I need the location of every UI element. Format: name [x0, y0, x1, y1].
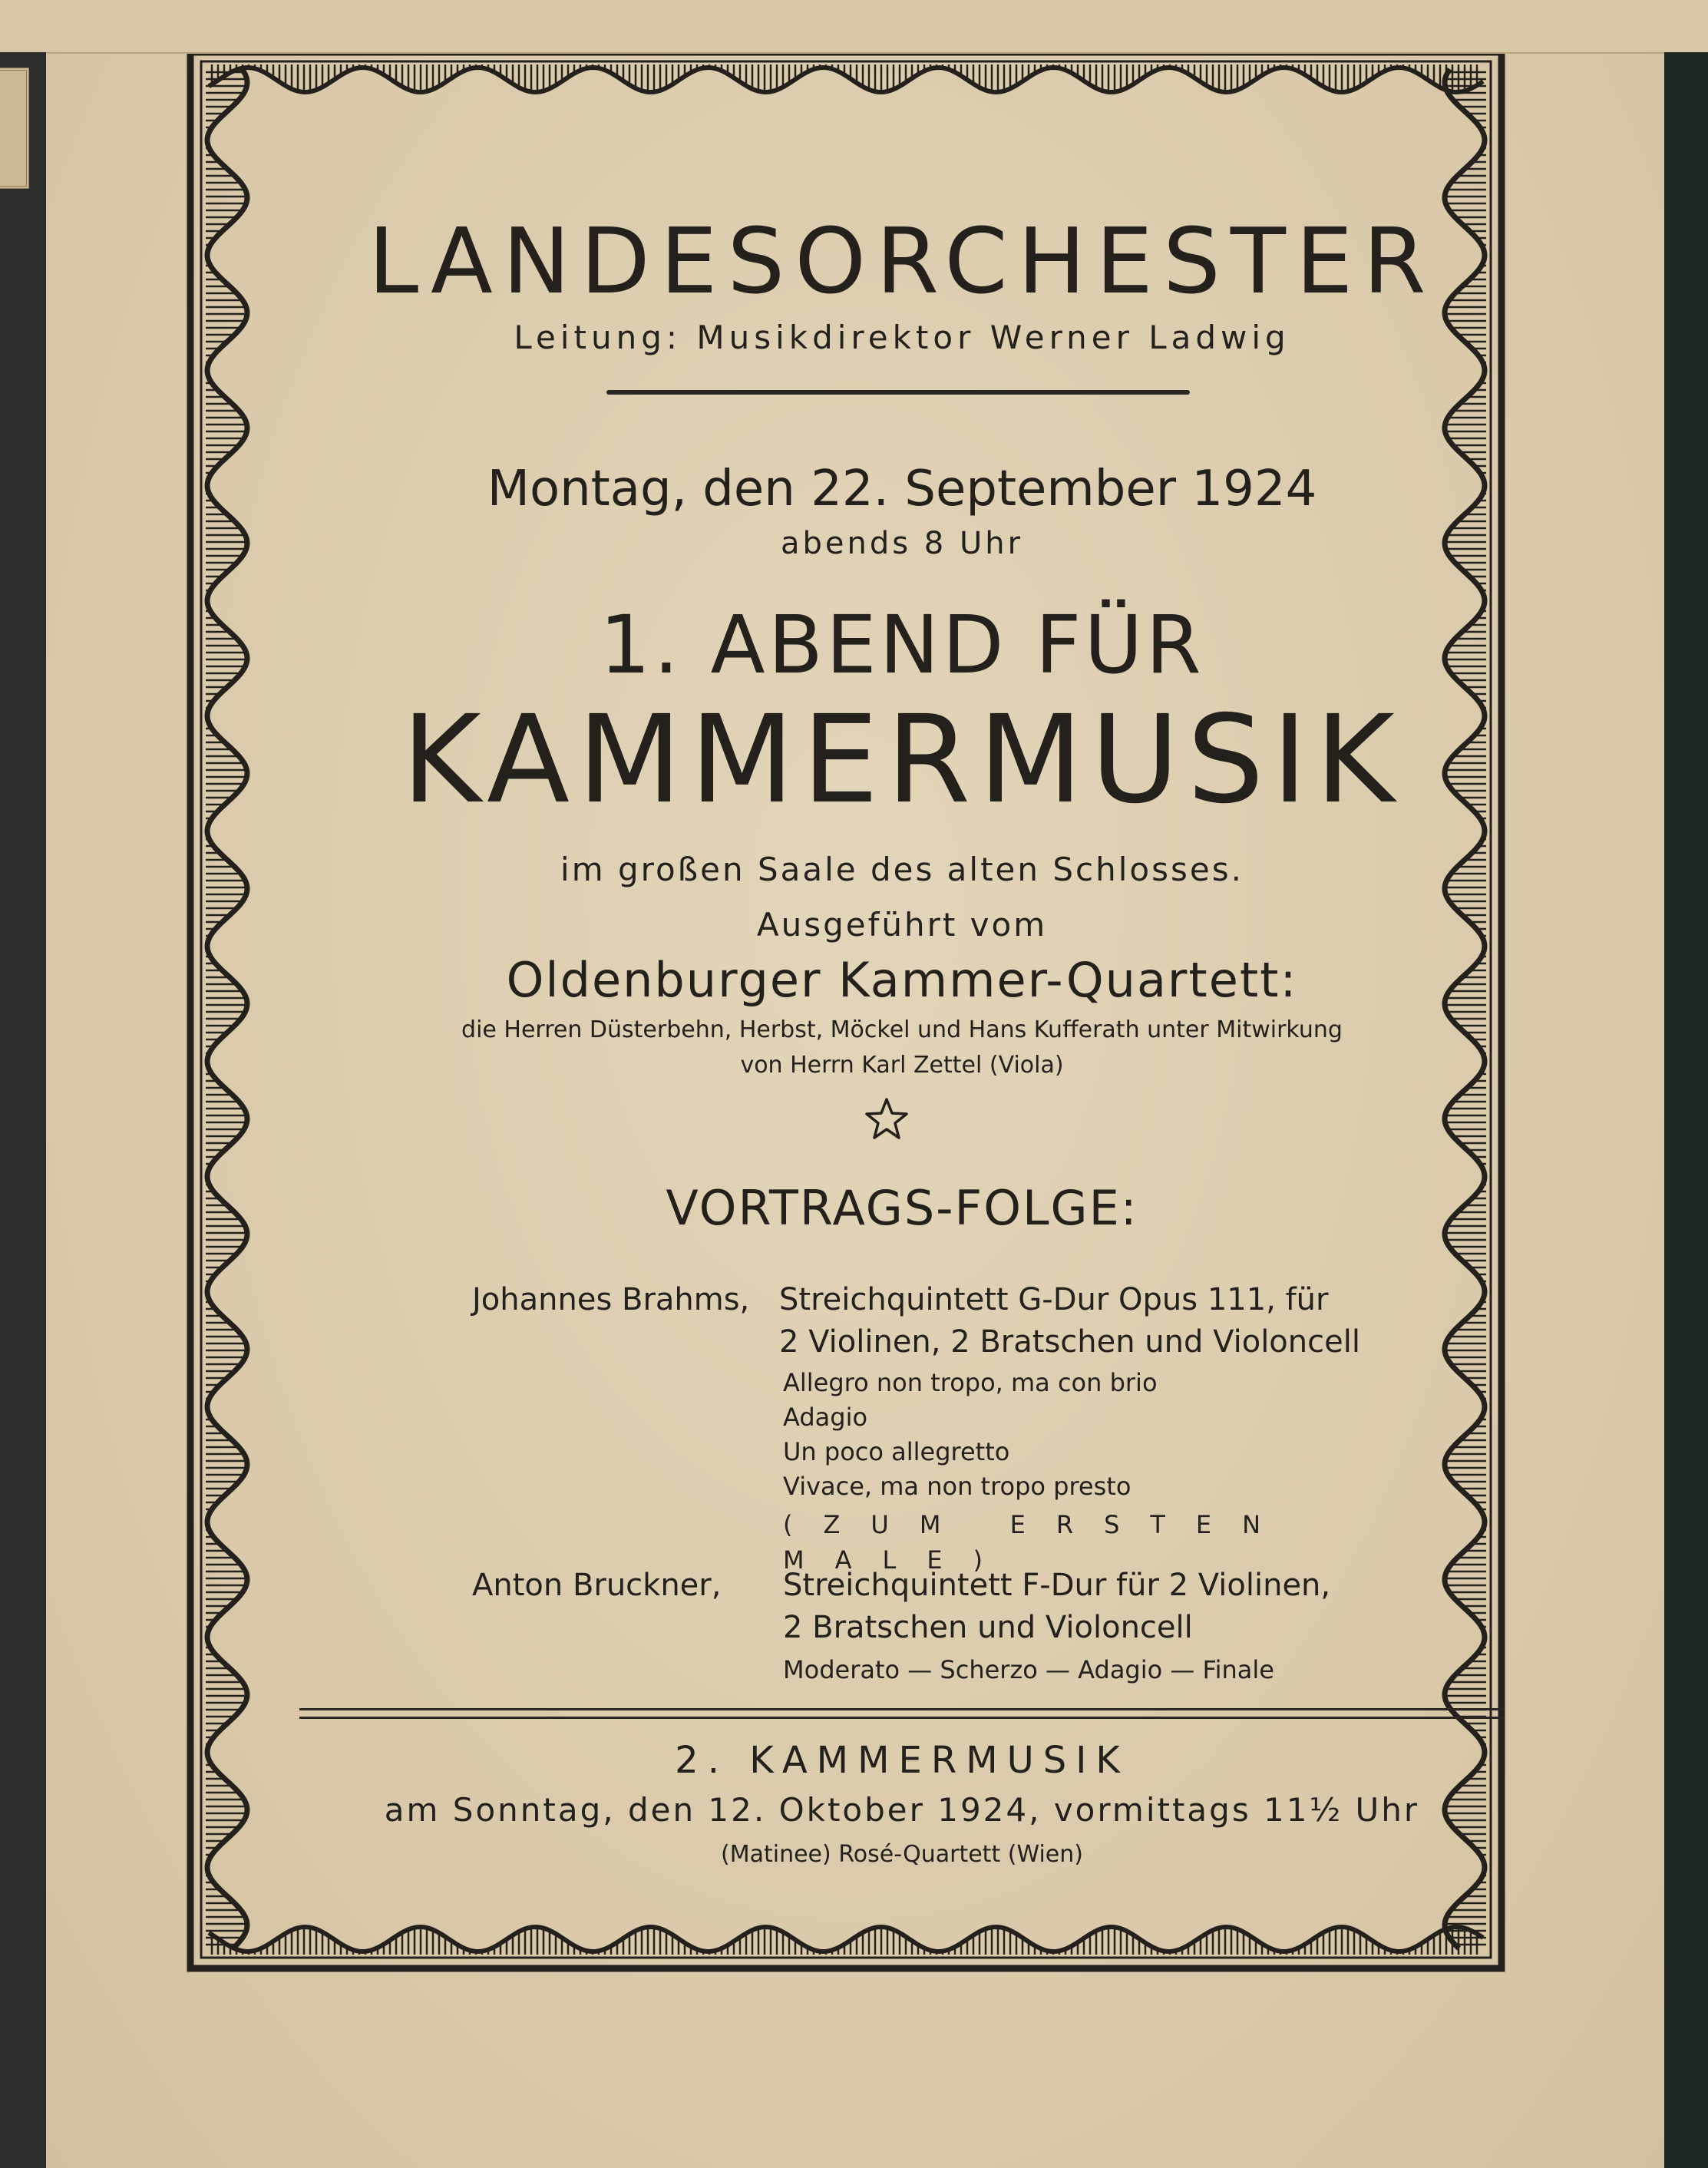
book-binding-left	[0, 52, 46, 2168]
movement-brahms-1: Allegro non tropo, ma con brio	[783, 1368, 1158, 1397]
program-page	[46, 54, 1664, 2168]
book-edge-top	[0, 0, 1708, 55]
ensemble-name: Oldenburger Kammer-Quartett:	[506, 952, 1298, 1008]
book-edge-right	[1664, 52, 1708, 2168]
movement-brahms-3: Un poco allegretto	[783, 1437, 1010, 1466]
title-rule	[606, 390, 1190, 395]
concert-date: Montag, den 22. September 1924	[487, 461, 1317, 517]
work-brahms-line1: Streichquintett G-Dur Opus 111, für	[779, 1282, 1329, 1317]
concert-time: abends 8 Uhr	[780, 526, 1024, 561]
star-icon	[864, 1096, 910, 1142]
members-line2: von Herrn Karl Zettel (Viola)	[740, 1052, 1064, 1079]
leadership-line: Leitung: Musikdirektor Werner Ladwig	[514, 319, 1290, 356]
work-brahms-line2: 2 Violinen, 2 Bratschen und Violoncell	[779, 1324, 1360, 1360]
program-heading: VORTRAGS-FOLGE:	[666, 1180, 1138, 1236]
performed-by-intro: Ausgeführt vom	[756, 906, 1048, 944]
venue-line: im großen Saale des alten Schlosses.	[560, 851, 1244, 888]
binding-tab	[0, 68, 29, 189]
work-bruckner-line2: 2 Bratschen und Violoncell	[783, 1610, 1193, 1645]
movement-brahms-2: Adagio	[783, 1403, 868, 1432]
next-concert-title: 2. KAMMERMUSIK	[675, 1739, 1129, 1782]
movements-bruckner: Moderato — Scherzo — Adagio — Finale	[783, 1655, 1274, 1684]
concert-title-line1: 1. ABEND FÜR	[600, 598, 1204, 692]
concert-title-line2: KAMMERMUSIK	[401, 689, 1402, 831]
orchestra-title: LANDESORCHESTER	[368, 208, 1436, 314]
composer-brahms: Johannes Brahms,	[472, 1282, 750, 1317]
members-line1: die Herren Düsterbehn, Herbst, Möckel und Hans Kufferath unter Mitwirkung	[461, 1016, 1343, 1043]
movement-brahms-4: Vivace, ma non tropo presto	[783, 1472, 1132, 1501]
composer-bruckner: Anton Bruckner,	[472, 1568, 722, 1603]
next-concert-details: (Matinee) Rosé-Quartett (Wien)	[721, 1841, 1083, 1868]
next-concert-date: am Sonntag, den 12. Oktober 1924, vormittags 11½ Uhr	[384, 1791, 1420, 1829]
first-performance-note: (ZUM ERSTEN MALE)	[783, 1510, 1292, 1575]
work-bruckner-line1: Streichquintett F-Dur für 2 Violinen,	[783, 1568, 1331, 1603]
double-rule	[299, 1708, 1505, 1719]
